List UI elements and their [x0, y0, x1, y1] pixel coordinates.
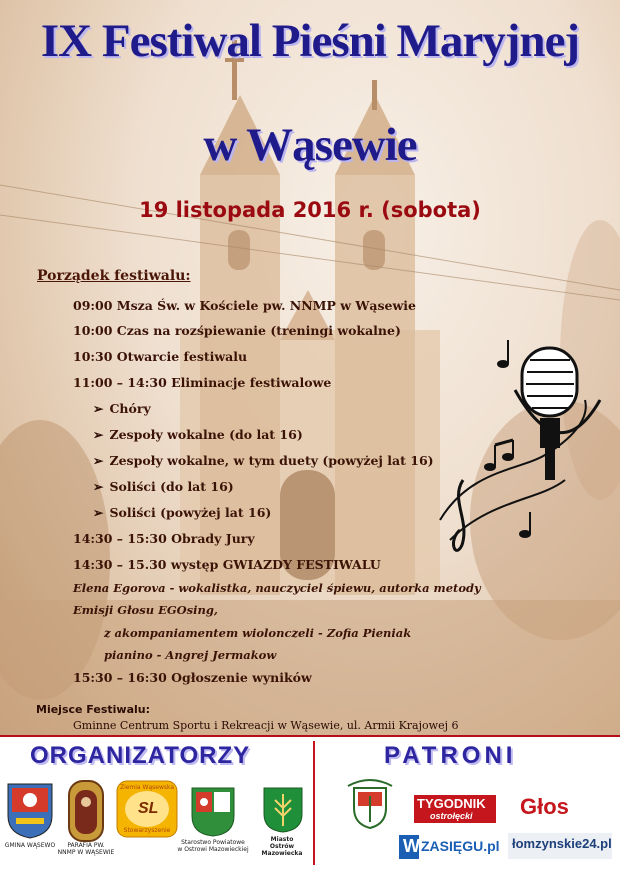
- glos-logo-text: Głos: [520, 794, 569, 819]
- starostwo-caption: Starostwo Powiatowe w Ostrowi Mazowieckiej: [177, 839, 249, 853]
- program-row: 10:30 Otwarcie festiwalu: [73, 349, 248, 364]
- gmina-wasewo-crest-icon: [6, 782, 54, 840]
- program-bullet-text: Soliści (powyżej lat 16): [109, 505, 272, 520]
- gmina-caption: GMINA WĄSEWO: [4, 842, 56, 849]
- venue-address: Gminne Centrum Sportu i Rekreacji w Wąsewie, ul. Armii Krajowej 6: [73, 719, 459, 732]
- program-heading: Porządek festiwalu:: [37, 268, 191, 284]
- miasto-ostrow-crest-icon: [262, 786, 304, 834]
- program-bullet-text: Chóry: [109, 401, 151, 416]
- program-guest-line: Emisji Głosu EGOsing,: [73, 603, 218, 617]
- program-bullet-text: Soliści (do lat 16): [109, 479, 234, 494]
- program-row: 14:30 – 15:30 Obrady Jury: [73, 531, 255, 546]
- sl-top-text: Ziemia Wąsewska: [119, 784, 175, 791]
- lomzynskie-logo-text: łomzynskie24.pl: [512, 836, 612, 851]
- tygodnik-top-text: TYGODNIK: [417, 796, 486, 811]
- festival-date: 19 listopada 2016 r. (sobota): [139, 198, 481, 222]
- tygodnik-bottom-text: ostrołęcki: [430, 811, 473, 821]
- diocese-crest-icon: [346, 778, 394, 830]
- program-row: 15:30 – 16:30 Ogłoszenie wyników: [73, 670, 312, 685]
- program-bullet-row: [93, 505, 271, 520]
- sl-mid-text: SL: [138, 800, 159, 817]
- program-row: 10:00 Czas na rozśpiewanie (treningi wokalne): [73, 323, 401, 338]
- arrow-bullet-icon: ➢: [93, 427, 104, 442]
- sl-bottom-text: Stowarzyszenie: [123, 827, 171, 834]
- program-bullet-text: Zespoły wokalne (do lat 16): [109, 427, 303, 442]
- organizers-title: ORGANIZATORZY: [30, 742, 251, 769]
- arrow-bullet-icon: ➢: [93, 479, 104, 494]
- parish-icon-icon: [68, 780, 104, 842]
- vertical-divider: [313, 741, 315, 865]
- miasto-caption: Miasto Ostrów Mazowiecka: [261, 836, 303, 857]
- w-letter-icon: W: [403, 836, 420, 856]
- program-bullet-row: [93, 479, 234, 494]
- program-row: 14:30 – 15.30 występ GWIAZDY FESTIWALU: [73, 557, 381, 572]
- program-guest-line: z akompaniamentem wiolonczeli - Zofia Pieniak: [104, 626, 412, 640]
- arrow-bullet-icon: ➢: [93, 401, 104, 416]
- program-guest-line: Elena Egorova - wokalistka, nauczyciel śpiewu, autorka metody: [73, 581, 481, 595]
- starostwo-crest-icon: [190, 786, 236, 838]
- zasiegu-logo-text: ZASIĘGU.pl: [421, 838, 500, 854]
- program-bullet-row: [93, 427, 303, 442]
- band-divider: [0, 735, 620, 737]
- arrow-bullet-icon: ➢: [93, 453, 104, 468]
- program-row: 09:00 Msza Św. w Kościele pw. NNMP w Wąsewie: [73, 298, 416, 313]
- program-row: 11:00 – 14:30 Eliminacje festiwalowe: [73, 375, 332, 390]
- program-bullet-row: [93, 453, 434, 468]
- program-bullet-text: Zespoły wokalne, w tym duety (powyżej lat 16): [109, 453, 434, 468]
- program-bullet-row: [93, 401, 151, 416]
- patrons-title: PATRONI: [384, 742, 517, 769]
- program-guest-line: pianino - Angrej Jermakow: [104, 648, 277, 662]
- parish-caption: PARAFIA PW. NNMP W WĄSEWIE: [57, 842, 115, 856]
- festival-title-line1: IX Festiwal Pieśni Maryjnej: [40, 15, 580, 67]
- festival-title-line2: w Wąsewie: [203, 119, 417, 171]
- venue-label: Miejsce Festiwalu:: [36, 703, 150, 716]
- arrow-bullet-icon: ➢: [93, 505, 104, 520]
